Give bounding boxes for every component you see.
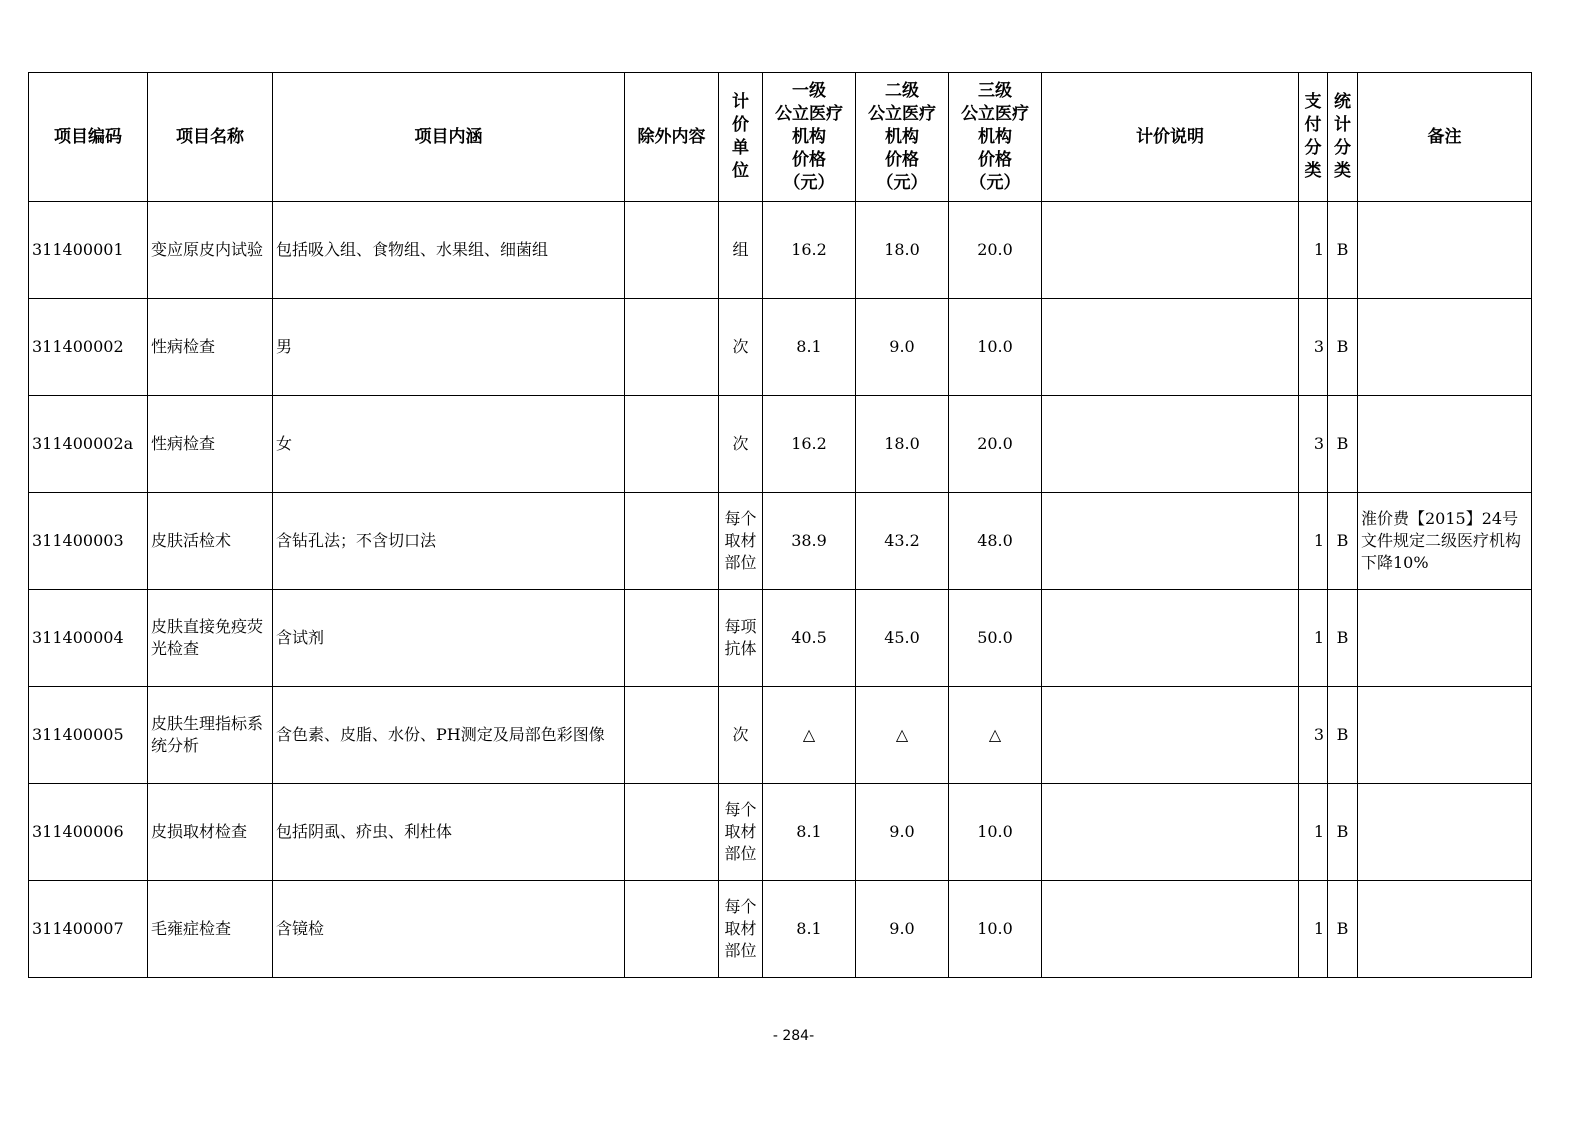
cell-price1: 40.5 bbox=[763, 590, 856, 687]
cell-remarks bbox=[1358, 299, 1532, 396]
cell-name: 变应原皮内试验 bbox=[148, 202, 273, 299]
cell-price3: 48.0 bbox=[949, 493, 1042, 590]
cell-name: 皮肤生理指标系统分析 bbox=[148, 687, 273, 784]
header-exclusion: 除外内容 bbox=[625, 73, 719, 202]
cell-payment-class: 1 bbox=[1299, 881, 1328, 978]
price-table bbox=[28, 72, 1532, 978]
header-payment-class: 支付分类 bbox=[1304, 92, 1322, 181]
cell-content: 包括吸入组、食物组、水果组、细菌组 bbox=[273, 202, 625, 299]
cell-price1: 16.2 bbox=[763, 202, 856, 299]
cell-remarks bbox=[1358, 687, 1532, 784]
table-row bbox=[29, 299, 1532, 396]
cell-price1: 38.9 bbox=[763, 493, 856, 590]
cell-payment-class: 1 bbox=[1299, 784, 1328, 881]
cell-payment-class: 1 bbox=[1299, 202, 1328, 299]
cell-code: 311400002 bbox=[29, 299, 148, 396]
cell-exclusion bbox=[625, 784, 719, 881]
cell-pricing-note bbox=[1042, 881, 1299, 978]
cell-code: 311400003 bbox=[29, 493, 148, 590]
header-payment-class-cell bbox=[1299, 73, 1328, 202]
cell-pricing-note bbox=[1042, 493, 1299, 590]
cell-unit-wrap bbox=[719, 881, 763, 978]
table-row bbox=[29, 687, 1532, 784]
cell-price3: 20.0 bbox=[949, 202, 1042, 299]
cell-price2: 9.0 bbox=[856, 299, 949, 396]
cell-stat-class: B bbox=[1328, 784, 1358, 881]
cell-unit: 每项抗体 bbox=[724, 617, 757, 658]
cell-price3: 20.0 bbox=[949, 396, 1042, 493]
table-row bbox=[29, 396, 1532, 493]
cell-price2: 18.0 bbox=[856, 202, 949, 299]
cell-price3: △ bbox=[949, 687, 1042, 784]
cell-payment-class: 3 bbox=[1299, 396, 1328, 493]
cell-name: 皮肤活检术 bbox=[148, 493, 273, 590]
cell-unit: 次 bbox=[732, 337, 749, 356]
cell-unit: 次 bbox=[732, 725, 749, 744]
cell-payment-class: 3 bbox=[1299, 687, 1328, 784]
cell-code: 311400007 bbox=[29, 881, 148, 978]
cell-content: 含色素、皮脂、水份、PH测定及局部色彩图像 bbox=[273, 687, 625, 784]
cell-unit-wrap bbox=[719, 590, 763, 687]
cell-unit-wrap bbox=[719, 299, 763, 396]
cell-exclusion bbox=[625, 493, 719, 590]
cell-price2: 43.2 bbox=[856, 493, 949, 590]
cell-price2: 45.0 bbox=[856, 590, 949, 687]
cell-exclusion bbox=[625, 299, 719, 396]
cell-code: 311400006 bbox=[29, 784, 148, 881]
cell-stat-class: B bbox=[1328, 687, 1358, 784]
header-name: 项目名称 bbox=[148, 73, 273, 202]
cell-content: 包括阴虱、疥虫、利杜体 bbox=[273, 784, 625, 881]
cell-unit-wrap bbox=[719, 784, 763, 881]
table-row bbox=[29, 493, 1532, 590]
cell-stat-class: B bbox=[1328, 202, 1358, 299]
cell-content: 含镜检 bbox=[273, 881, 625, 978]
cell-price1: 16.2 bbox=[763, 396, 856, 493]
cell-name: 皮肤直接免疫荧光检查 bbox=[148, 590, 273, 687]
cell-exclusion bbox=[625, 881, 719, 978]
cell-name: 皮损取材检查 bbox=[148, 784, 273, 881]
header-remarks: 备注 bbox=[1358, 73, 1532, 202]
cell-payment-class: 1 bbox=[1299, 590, 1328, 687]
cell-code: 311400005 bbox=[29, 687, 148, 784]
cell-pricing-note bbox=[1042, 396, 1299, 493]
header-code: 项目编码 bbox=[29, 73, 148, 202]
cell-pricing-note bbox=[1042, 687, 1299, 784]
cell-price2: △ bbox=[856, 687, 949, 784]
header-stat-class-cell bbox=[1328, 73, 1358, 202]
cell-pricing-note bbox=[1042, 202, 1299, 299]
cell-unit-wrap bbox=[719, 687, 763, 784]
cell-price2: 18.0 bbox=[856, 396, 949, 493]
header-price2: 二级 公立医疗 机构 价格 （元） bbox=[856, 73, 949, 202]
cell-stat-class: B bbox=[1328, 881, 1358, 978]
cell-unit: 组 bbox=[732, 240, 749, 259]
cell-price3: 10.0 bbox=[949, 881, 1042, 978]
cell-price1: 8.1 bbox=[763, 881, 856, 978]
header-price3: 三级 公立医疗 机构 价格 （元） bbox=[949, 73, 1042, 202]
cell-stat-class: B bbox=[1328, 493, 1358, 590]
cell-price1: 8.1 bbox=[763, 299, 856, 396]
cell-remarks bbox=[1358, 590, 1532, 687]
cell-content: 含钻孔法；不含切口法 bbox=[273, 493, 625, 590]
cell-exclusion bbox=[625, 202, 719, 299]
cell-name: 性病检查 bbox=[148, 396, 273, 493]
cell-remarks bbox=[1358, 202, 1532, 299]
cell-remarks bbox=[1358, 784, 1532, 881]
cell-stat-class: B bbox=[1328, 590, 1358, 687]
cell-unit-wrap bbox=[719, 202, 763, 299]
cell-content: 含试剂 bbox=[273, 590, 625, 687]
header-content: 项目内涵 bbox=[273, 73, 625, 202]
cell-payment-class: 3 bbox=[1299, 299, 1328, 396]
table-row bbox=[29, 202, 1532, 299]
cell-unit: 每个取材部位 bbox=[724, 897, 757, 960]
cell-unit-wrap bbox=[719, 396, 763, 493]
cell-code: 311400002a bbox=[29, 396, 148, 493]
header-unit-cell bbox=[719, 73, 763, 202]
cell-price3: 10.0 bbox=[949, 299, 1042, 396]
cell-price1: 8.1 bbox=[763, 784, 856, 881]
cell-unit-wrap bbox=[719, 493, 763, 590]
header-price1: 一级 公立医疗 机构 价格 （元） bbox=[763, 73, 856, 202]
cell-remarks: 淮价费【2015】24号文件规定二级医疗机构下降10% bbox=[1358, 493, 1532, 590]
cell-name: 性病检查 bbox=[148, 299, 273, 396]
cell-remarks bbox=[1358, 881, 1532, 978]
table-row bbox=[29, 590, 1532, 687]
cell-name: 毛雍症检查 bbox=[148, 881, 273, 978]
cell-code: 311400004 bbox=[29, 590, 148, 687]
cell-payment-class: 1 bbox=[1299, 493, 1328, 590]
page-number: - 284- bbox=[772, 1028, 815, 1044]
cell-price3: 10.0 bbox=[949, 784, 1042, 881]
cell-content: 男 bbox=[273, 299, 625, 396]
cell-pricing-note bbox=[1042, 299, 1299, 396]
cell-pricing-note bbox=[1042, 784, 1299, 881]
cell-exclusion bbox=[625, 590, 719, 687]
cell-remarks bbox=[1358, 396, 1532, 493]
cell-price1: △ bbox=[763, 687, 856, 784]
cell-price3: 50.0 bbox=[949, 590, 1042, 687]
header-unit: 计价单位 bbox=[732, 92, 749, 181]
cell-pricing-note bbox=[1042, 590, 1299, 687]
table-row bbox=[29, 784, 1532, 881]
cell-exclusion bbox=[625, 396, 719, 493]
cell-code: 311400001 bbox=[29, 202, 148, 299]
cell-stat-class: B bbox=[1328, 299, 1358, 396]
cell-price2: 9.0 bbox=[856, 784, 949, 881]
table-header-row bbox=[29, 73, 1532, 202]
cell-price2: 9.0 bbox=[856, 881, 949, 978]
cell-content: 女 bbox=[273, 396, 625, 493]
cell-unit: 每个取材部位 bbox=[724, 800, 757, 863]
cell-exclusion bbox=[625, 687, 719, 784]
cell-unit: 次 bbox=[732, 434, 749, 453]
cell-stat-class: B bbox=[1328, 396, 1358, 493]
header-stat-class: 统计分类 bbox=[1334, 92, 1351, 181]
header-pricing-note: 计价说明 bbox=[1042, 73, 1299, 202]
table-row bbox=[29, 881, 1532, 978]
cell-unit: 每个取材部位 bbox=[724, 509, 757, 572]
